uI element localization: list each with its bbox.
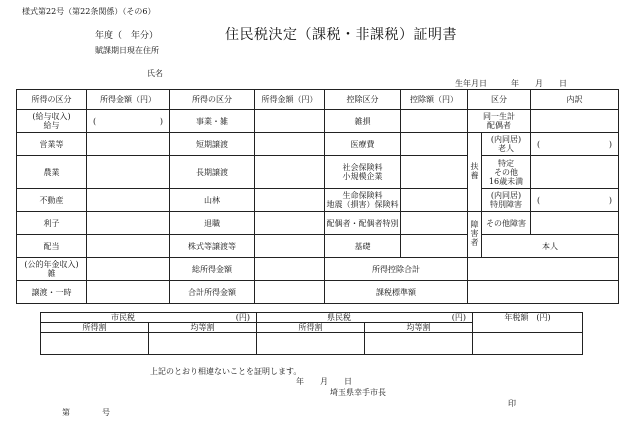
stock-transfer-amount [255, 235, 325, 258]
income-forestry: 山林 [170, 189, 255, 212]
income-stock-transfer: 株式等譲渡等 [170, 235, 255, 258]
social-insurance-amount [401, 156, 468, 189]
deduction-life-insurance: 生命保険料 地震（損害）保険料 [325, 189, 401, 212]
pref-per-capita-header: 均等割 [365, 323, 473, 333]
spouse-deduction-amount [401, 212, 468, 235]
income-short-term-transfer: 短期譲渡 [170, 133, 255, 156]
city-per-capita-header: 均等割 [149, 323, 257, 333]
spouse-breakdown [531, 110, 619, 133]
transfer-temporary-amount [87, 281, 170, 304]
deduction-medical: 医療費 [325, 133, 401, 156]
casualty-amount [401, 110, 468, 133]
category-disabled-other: その他障害 [482, 212, 531, 235]
col-header-deduction-type: 控除区分 [325, 90, 401, 110]
income-salary: (給与収入) 給与 [17, 110, 87, 133]
income-interest: 利子 [17, 212, 87, 235]
category-disabled-special: (内同居) 特別障害 [482, 189, 531, 212]
income-retirement: 退職 [170, 212, 255, 235]
base-date-address-label: 賦課期日現在住所 [95, 46, 159, 55]
pref-income-levy-amount [257, 333, 365, 355]
income-operating: 営業等 [17, 133, 87, 156]
income-dividend: 配当 [17, 235, 87, 258]
prefecture-tax-header: 県民税 (円) [257, 313, 473, 323]
income-pension-misc: (公的年金収入) 雑 [17, 258, 87, 281]
name-label: 氏名 [147, 69, 163, 78]
tax-base-label: 課税標準額 [325, 281, 468, 304]
fiscal-year-label: 年度（ 年分） [95, 31, 159, 41]
income-deduction-table [16, 89, 619, 304]
deduction-total: 所得控除合計 [325, 258, 468, 281]
real-estate-amount [87, 189, 170, 212]
pref-per-capita-amount [365, 333, 473, 355]
city-income-levy-amount [41, 333, 149, 355]
category-dependents-specified: 特定 その他 16歳未満 [482, 156, 531, 189]
category-dependents-vertical: 扶養 [468, 133, 482, 212]
medical-amount [401, 133, 468, 156]
forestry-amount [255, 189, 325, 212]
long-term-transfer-amount [255, 156, 325, 189]
income-transfer-temporary: 譲渡・一時 [17, 281, 87, 304]
category-self: 本人 [482, 235, 619, 258]
issuer-mayor: 埼玉県幸手市長 [330, 388, 386, 397]
city-per-capita-amount [149, 333, 257, 355]
table-header-row [17, 90, 619, 110]
city-tax-header: 市民税 (円) [41, 313, 257, 323]
specified-breakdown [531, 156, 619, 189]
col-header-income-type-2: 所得の区分 [170, 90, 255, 110]
retirement-amount [255, 212, 325, 235]
category-disabled-vertical: 障害者 [468, 212, 482, 258]
col-header-income-type: 所得の区分 [17, 90, 87, 110]
income-business-misc: 事業・雑 [170, 110, 255, 133]
col-header-deduction-amount: 控除額（円） [401, 90, 468, 110]
certification-date: 年 月 日 [296, 377, 352, 386]
tax-amount-table [40, 312, 583, 355]
income-real-estate: 不動産 [17, 189, 87, 212]
form-number: 様式第22号（第22条関係）（その6） [22, 7, 156, 16]
total-combined-amount [255, 281, 325, 304]
pref-income-levy-header: 所得割 [257, 323, 365, 333]
col-header-income-amount-2: 所得金額（円） [255, 90, 325, 110]
certification-statement: 上記のとおり相違ないことを証明します。 [150, 367, 302, 376]
basic-amount [401, 235, 468, 258]
category-dependents-elderly: (内同居) 老人 [482, 133, 531, 156]
short-term-transfer-amount [255, 133, 325, 156]
deduction-total-amount [468, 258, 619, 281]
life-insurance-amount [401, 189, 468, 212]
interest-amount [87, 212, 170, 235]
birth-date-label: 生年月日 年 月 日 [455, 79, 567, 88]
annual-tax-header: 年税額 (円) [473, 313, 583, 333]
disabled-other-breakdown [531, 212, 619, 235]
deduction-spouse: 配偶者・配偶者特別 [325, 212, 401, 235]
seal-mark: 印 [508, 399, 516, 408]
category-spouse: 同一生計 配偶者 [468, 110, 531, 133]
income-long-term-transfer: 長期譲渡 [170, 156, 255, 189]
pension-misc-amount [87, 258, 170, 281]
document-title: 住民税決定（課税・非課税）証明書 [225, 27, 457, 43]
operating-amount [87, 133, 170, 156]
total-general-amount [255, 258, 325, 281]
income-total-general: 総所得金額 [170, 258, 255, 281]
income-agriculture: 農業 [17, 156, 87, 189]
business-misc-amount [255, 110, 325, 133]
income-total-combined: 合計所得金額 [170, 281, 255, 304]
annual-tax-amount [473, 333, 583, 355]
col-header-breakdown: 内訳 [531, 90, 619, 110]
deduction-basic: 基礎 [325, 235, 401, 258]
deduction-casualty: 雑損 [325, 110, 401, 133]
certificate-number: 第 号 [62, 408, 110, 417]
agriculture-amount [87, 156, 170, 189]
salary-income-amount: ( ) [87, 110, 170, 133]
tax-base-amount [468, 281, 619, 304]
deduction-social-insurance: 社会保険料 小規模企業 [325, 156, 401, 189]
disabled-special-breakdown: ( ) [531, 189, 619, 212]
elderly-breakdown: ( ) [531, 133, 619, 156]
col-header-income-amount: 所得金額（円） [87, 90, 170, 110]
col-header-category: 区分 [468, 90, 531, 110]
city-income-levy-header: 所得割 [41, 323, 149, 333]
dividend-amount [87, 235, 170, 258]
